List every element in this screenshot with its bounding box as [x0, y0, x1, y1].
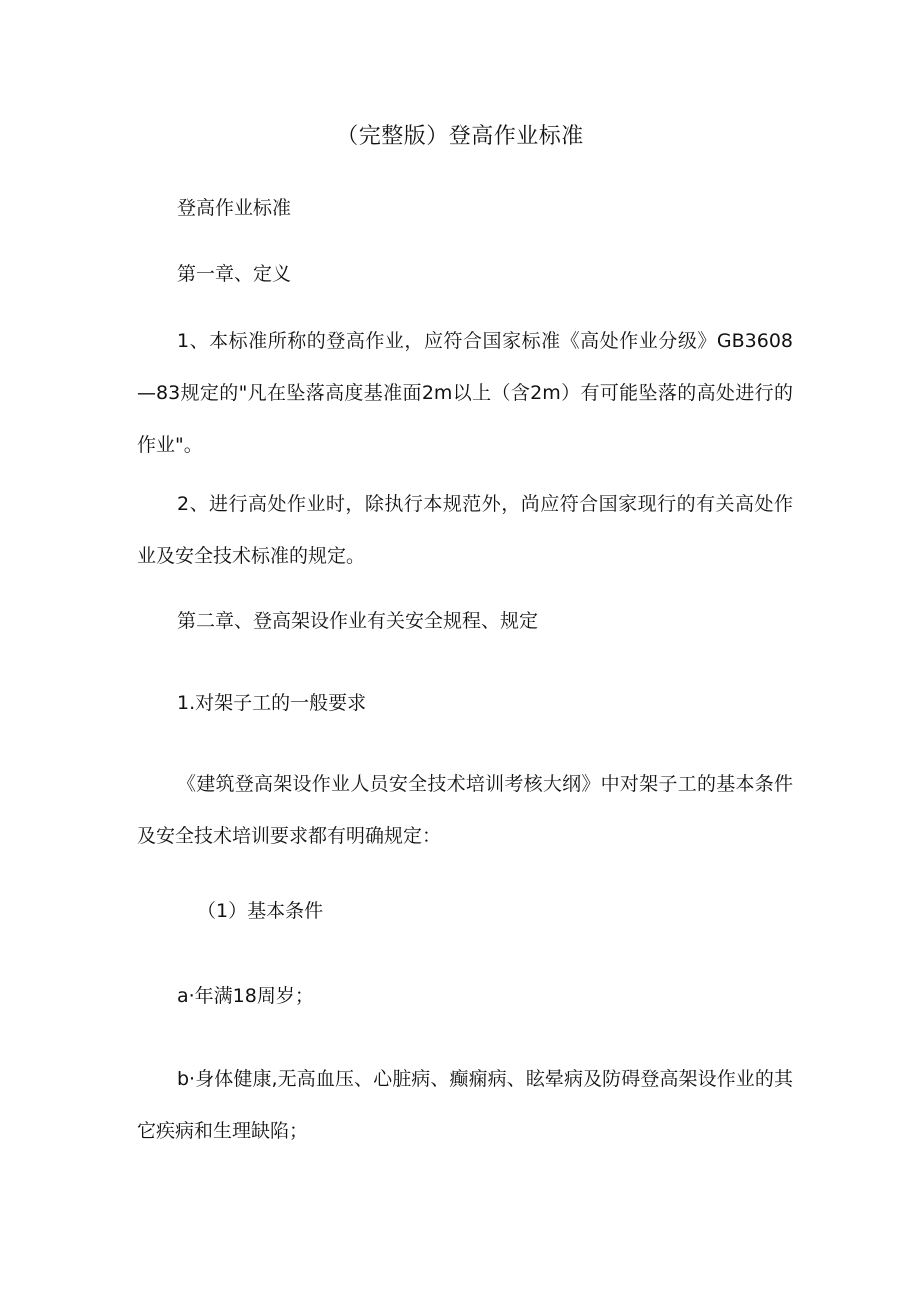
paragraph-basic-conditions: （1）基本条件 — [197, 900, 324, 922]
paragraph-item-a: a·年满18周岁； — [177, 985, 314, 1007]
paragraph-definition-2: 2、进行高处作业时，除执行本规范外，尚应符合国家现行的有关高处作业及安全技术标准的规定。 — [137, 493, 793, 567]
paragraph-item-b: b·身体健康,无高血压、心脏病、癫痫病、眩晕病及防碍登高架设作业的其它疾病和生理缺陷； — [137, 1068, 793, 1142]
paragraph-outline: 《建筑登高架设作业人员安全技术培训考核大纲》中对架子工的基本条件及安全技术培训要求都有明确规定： — [137, 773, 793, 847]
paragraph-chapter-2: 第二章、登高架设作业有关安全规程、规定 — [177, 610, 539, 632]
document-title: （完整版）登高作业标准 — [336, 124, 584, 149]
paragraph-chapter-1: 第一章、定义 — [177, 263, 292, 285]
paragraph-definition-1: 1、本标准所称的登高作业，应符合国家标准《高处作业分级》GB3608—83规定的"凡在坠落高度基准面2m以上（含2m）有可能坠落的高处进行的作业"。 — [137, 330, 793, 456]
paragraph-subtitle: 登高作业标准 — [177, 197, 292, 219]
paragraph-section-1: 1.对架子工的一般要求 — [177, 692, 367, 714]
